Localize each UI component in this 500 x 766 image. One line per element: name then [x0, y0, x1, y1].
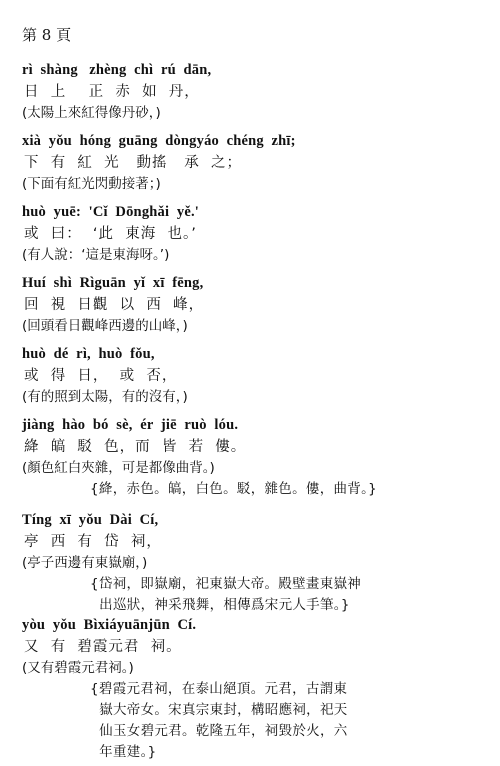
- hanzi-line: 絳 皜 駁 色，而 皆 若 僂。: [24, 439, 247, 455]
- translation-line: (下面有紅光閃動接著；): [22, 176, 161, 192]
- verse-block: [22, 131, 492, 195]
- verse-block: [22, 344, 492, 408]
- verse-block: [22, 202, 492, 266]
- pinyin-line: Tíng xī yǒu Dài Cí,: [22, 512, 159, 528]
- verse-block: [22, 615, 492, 763]
- pinyin-line: jiàng hào bó sè, ér jiē ruò lóu.: [22, 417, 239, 433]
- pinyin-line: huò yuē: 'Cǐ Dōnghǎi yě.': [22, 204, 200, 220]
- pinyin-line: xià yǒu hóng guāng dòngyáo chéng zhī;: [22, 133, 296, 149]
- translation-line: (回頭看日觀峰西邊的山峰，): [22, 318, 188, 334]
- annotation-note: {岱祠，即嶽廟，祀東嶽大帝。殿壁畫東嶽神 出巡狀，神采飛舞，相傳爲宋元人手筆。}: [90, 576, 362, 613]
- translation-line: (亭子西邊有東嶽廟，): [22, 555, 148, 571]
- page-number-label: 第 8 頁: [22, 26, 72, 44]
- annotation-note: {絳，赤色。皜，白色。駁，雜色。僂，曲背。}: [90, 481, 378, 497]
- translation-line: (太陽上來紅得像丹砂，): [22, 105, 161, 121]
- translation-line: (又有碧霞元君祠。): [22, 660, 134, 676]
- hanzi-line: 又 有 碧霞元君 祠。: [24, 639, 182, 655]
- hanzi-line: 下 有 紅 光 動搖 承 之；: [24, 155, 243, 171]
- verse-block: [22, 415, 492, 500]
- hanzi-line: 或 得 日， 或 否，: [24, 368, 178, 384]
- pinyin-line: Huí shì Rìguān yǐ xī fēng,: [22, 275, 204, 291]
- translation-line: (顏色紅白夾雜，可是都像曲背。): [22, 460, 215, 476]
- hanzi-line: 亭 西 有 岱 祠，: [24, 534, 162, 550]
- annotation-note: {碧霞元君祠，在泰山絕頂。元君，古謂東 嶽大帝女。宋真宗東封，構昭應祠，祀天 仙玉女碧元君。乾隆五年，祠毀於火，六 年重建。}: [90, 681, 348, 760]
- hanzi-line: 或 曰： ‘此 東海 也。’: [24, 226, 197, 242]
- translation-line: (有人說：‘這是東海呀。’): [22, 247, 170, 263]
- translation-line: (有的照到太陽，有的沒有，): [22, 389, 188, 405]
- hanzi-line: 日 上 正 赤 如 丹，: [24, 84, 200, 100]
- hanzi-line: 回 視 日觀 以 西 峰，: [24, 297, 205, 313]
- verse-block: [22, 510, 492, 616]
- verse-block: [22, 273, 492, 337]
- pinyin-line: rì shàng zhèng chì rú dān,: [22, 62, 212, 78]
- verse-block: [22, 60, 492, 124]
- pinyin-line: yòu yǒu Bìxiáyuānjūn Cí.: [22, 617, 197, 633]
- pinyin-line: huò dé rì, huò fǒu,: [22, 346, 155, 362]
